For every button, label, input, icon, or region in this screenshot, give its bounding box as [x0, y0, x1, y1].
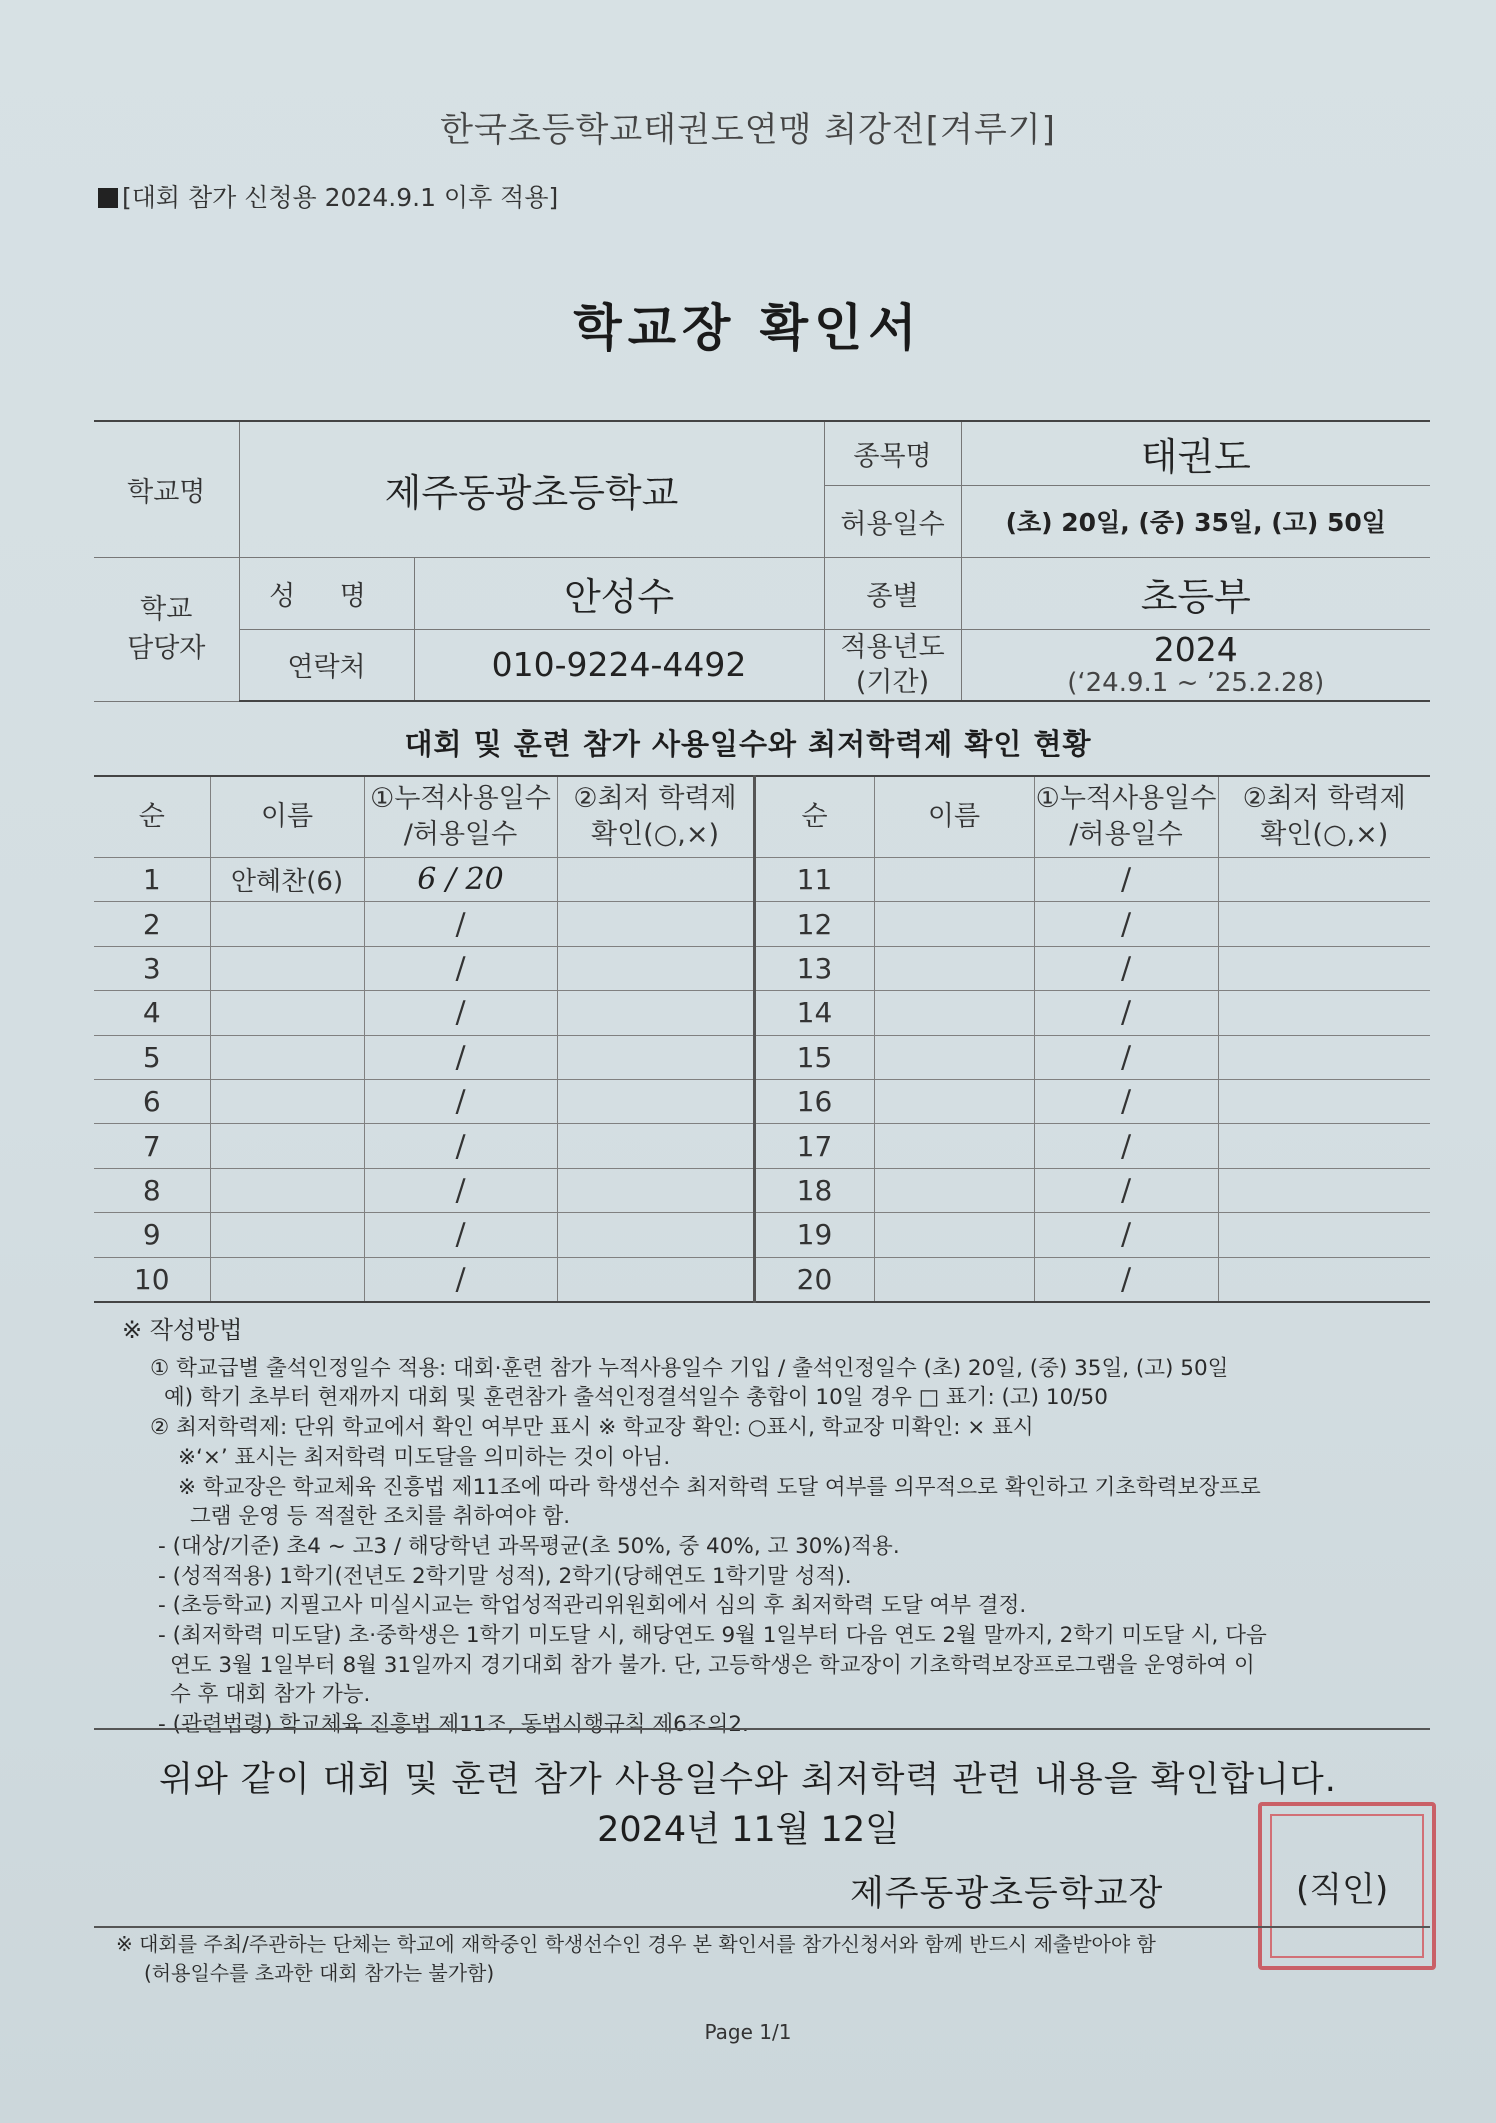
- method-line: ② 최저학력제: 단위 학교에서 확인 여부만 표시 ※ 학교장 확인: ○표시, 학교장 미확인: × 표시: [150, 1415, 1034, 1441]
- cell-name: [874, 946, 1034, 990]
- event-label: 종목명: [824, 421, 961, 485]
- allowed-label: 허용일수: [824, 485, 961, 557]
- name-value: 안성수: [414, 557, 824, 629]
- cell-usage: /: [364, 1035, 557, 1079]
- cell-check: [1218, 1124, 1430, 1168]
- section-title: 대회 및 훈련 참가 사용일수와 최저학력제 확인 현황: [404, 727, 1092, 761]
- cell-name: [210, 1213, 364, 1257]
- method-line: ※‘×’ 표시는 최저학력 미도달을 의미하는 것이 아님.: [178, 1444, 671, 1470]
- manager-label: 학교 담당자: [94, 557, 239, 701]
- cell-no: 9: [94, 1213, 210, 1257]
- cell-check: [1218, 1213, 1430, 1257]
- event-value: 태권도: [961, 421, 1430, 485]
- cell-name: 안혜찬(6): [210, 858, 364, 902]
- cell-no: 6: [94, 1079, 210, 1123]
- notice-text: [대회 참가 신청용 2024.9.1 이후 적용]: [122, 183, 559, 212]
- table-row: [94, 1168, 1430, 1212]
- cell-usage: /: [364, 1079, 557, 1123]
- cell-name: [874, 1124, 1034, 1168]
- cell-usage: /: [1034, 1257, 1218, 1302]
- cell-check: [557, 1213, 754, 1257]
- name-label: 성 명: [239, 557, 414, 629]
- cell-usage: /: [1034, 991, 1218, 1035]
- table-row: [94, 858, 1430, 902]
- principal-signature-line: 제주동광초등학교장: [850, 1874, 1164, 1914]
- method-line: 연도 3월 1일부터 8월 31일까지 경기대회 참가 불가. 단, 고등학생은 학교장이 기초학력보장프로그램을 운영하여 이: [170, 1652, 1255, 1678]
- table-row: [94, 1079, 1430, 1123]
- cell-no: 1: [94, 858, 210, 902]
- cell-no: 12: [754, 902, 874, 946]
- cell-usage: 6 / 20: [364, 858, 557, 902]
- cell-name: [210, 946, 364, 990]
- table-row: [94, 1257, 1430, 1302]
- cell-usage: /: [364, 1168, 557, 1212]
- cell-check: [557, 946, 754, 990]
- cell-no: 15: [754, 1035, 874, 1079]
- cell-no: 14: [754, 991, 874, 1035]
- cell-usage: /: [1034, 1213, 1218, 1257]
- cell-usage: /: [1034, 946, 1218, 990]
- table-row: [94, 1035, 1430, 1079]
- school-label: 학교명: [94, 421, 239, 557]
- cell-usage: /: [1034, 1124, 1218, 1168]
- cell-check: [1218, 1079, 1430, 1123]
- notice-line: [98, 178, 558, 214]
- table-row: [94, 946, 1430, 990]
- cell-no: 16: [754, 1079, 874, 1123]
- cell-name: [874, 1257, 1034, 1302]
- col-header-usage: ①누적사용일수 /허용일수: [1034, 776, 1218, 858]
- cell-no: 7: [94, 1124, 210, 1168]
- page-number: Page 1/1: [704, 2020, 792, 2044]
- method-heading: ※ 작성방법: [122, 1316, 243, 1344]
- cell-no: 13: [754, 946, 874, 990]
- cell-name: [210, 1168, 364, 1212]
- cell-usage: /: [1034, 858, 1218, 902]
- cell-usage: /: [364, 991, 557, 1035]
- cell-usage: /: [364, 946, 557, 990]
- table-row: [94, 991, 1430, 1035]
- cell-name: [210, 991, 364, 1035]
- cell-usage: /: [364, 1213, 557, 1257]
- method-line: ① 학교급별 출석인정일수 적용: 대회·훈련 참가 누적사용일수 기입 / 출석인정일수 (초) 20일, (중) 35일, (고) 50일: [150, 1355, 1229, 1381]
- cell-check: [557, 902, 754, 946]
- footnote-line: ※ 대회를 주최/주관하는 단체는 학교에 재학중인 학생선수인 경우 본 확인서를 참가신청서와 함께 반드시 제출받아야 함: [116, 1932, 1156, 1956]
- cell-check: [557, 1079, 754, 1123]
- cell-usage: /: [1034, 902, 1218, 946]
- method-line: 예) 학기 초부터 현재까지 대회 및 훈련참가 출석인정결석일수 총합이 10일 경우 □ 표기: (고) 10/50: [164, 1385, 1108, 1411]
- cell-usage: /: [364, 902, 557, 946]
- cell-no: 2: [94, 902, 210, 946]
- year-value: 2024: [1153, 629, 1238, 669]
- year-cell: [961, 629, 1430, 701]
- contact-label: 연락처: [239, 629, 414, 701]
- cell-check: [557, 1168, 754, 1212]
- col-header-usage: ①누적사용일수 /허용일수: [364, 776, 557, 858]
- col-header-name: 이름: [874, 776, 1034, 858]
- col-header-name: 이름: [210, 776, 364, 858]
- cell-name: [874, 858, 1034, 902]
- cell-name: [874, 1079, 1034, 1123]
- col-header-no: 순: [754, 776, 874, 858]
- cell-name: [210, 902, 364, 946]
- divider: [94, 1728, 1430, 1730]
- cell-usage: /: [1034, 1079, 1218, 1123]
- col-header-no: 순: [94, 776, 210, 858]
- cell-no: 11: [754, 858, 874, 902]
- roster-table: [94, 775, 1430, 1303]
- year-period: (‘24.9.1 ~ ’25.2.28): [1067, 667, 1325, 698]
- contact-value: 010-9224-4492: [414, 629, 824, 701]
- method-line: - (성적적용) 1학기(전년도 2학기말 성적), 2학기(당해연도 1학기말 성적).: [158, 1563, 852, 1589]
- document-title: 학교장 확인서: [573, 299, 923, 357]
- cell-check: [1218, 1035, 1430, 1079]
- cell-no: 18: [754, 1168, 874, 1212]
- method-line: - (관련법령) 학교체육 진흥법 제11조, 동법시행규칙 제6조의2.: [158, 1712, 749, 1738]
- table-row: [94, 902, 1430, 946]
- cell-no: 4: [94, 991, 210, 1035]
- cell-name: [874, 1168, 1034, 1212]
- league-header: 한국초등학교태권도연맹 최강전[겨루기]: [440, 110, 1056, 150]
- year-label: 적용년도 (기간): [824, 629, 961, 701]
- method-line: 수 후 대회 참가 가능.: [170, 1682, 371, 1708]
- cell-check: [557, 1035, 754, 1079]
- footnote: [116, 1930, 1406, 1988]
- cell-name: [210, 1035, 364, 1079]
- col-header-check: ②최저 학력제 확인(○,×): [1218, 776, 1430, 858]
- cell-check: [1218, 902, 1430, 946]
- method-line: 그램 운영 등 적절한 조치를 취하여야 함.: [190, 1504, 571, 1530]
- cell-name: [874, 991, 1034, 1035]
- table-row: [94, 1124, 1430, 1168]
- cell-no: 20: [754, 1257, 874, 1302]
- school-info-table: [94, 420, 1430, 702]
- cell-name: [210, 1257, 364, 1302]
- confirmation-statement: 위와 같이 대회 및 훈련 참가 사용일수와 최저학력 관련 내용을 확인합니다.: [159, 1760, 1337, 1800]
- divider: [94, 1926, 1430, 1928]
- table-row: [94, 1213, 1430, 1257]
- school-value: 제주동광초등학교: [239, 421, 824, 557]
- cell-usage: /: [364, 1257, 557, 1302]
- cell-check: [1218, 1257, 1430, 1302]
- cell-no: 3: [94, 946, 210, 990]
- method-line: - (대상/기준) 초4 ~ 고3 / 해당학년 과목평균(초 50%, 중 40%, 고 30%)적용.: [158, 1533, 900, 1559]
- cell-name: [874, 1213, 1034, 1257]
- cell-no: 17: [754, 1124, 874, 1168]
- footnote-line: (허용일수를 초과한 대회 참가는 불가함): [144, 1961, 495, 1985]
- method-line: ※ 학교장은 학교체육 진흥법 제11조에 따라 학생선수 최저학력 도달 여부를 의무적으로 확인하고 기초학력보장프로: [178, 1474, 1261, 1500]
- cell-no: 8: [94, 1168, 210, 1212]
- cell-usage: /: [1034, 1168, 1218, 1212]
- cell-usage: /: [364, 1124, 557, 1168]
- cell-name: [210, 1124, 364, 1168]
- division-value: 초등부: [961, 557, 1430, 629]
- cell-check: [557, 1257, 754, 1302]
- cell-name: [874, 902, 1034, 946]
- cell-check: [557, 1124, 754, 1168]
- cell-name: [874, 1035, 1034, 1079]
- square-bullet-icon: [98, 188, 118, 208]
- cell-check: [1218, 991, 1430, 1035]
- method-line: - (초등학교) 지필고사 미실시교는 학업성적관리위원회에서 심의 후 최저학력 도달 여부 결정.: [158, 1593, 1027, 1619]
- writing-method-notes: [122, 1316, 1352, 1740]
- cell-check: [1218, 1168, 1430, 1212]
- cell-no: 19: [754, 1213, 874, 1257]
- method-line: - (최저학력 미도달) 초·중학생은 1학기 미도달 시, 해당연도 9월 1일부터 다음 연도 2월 말까지, 2학기 미도달 시, 다음: [158, 1623, 1267, 1649]
- col-header-check: ②최저 학력제 확인(○,×): [557, 776, 754, 858]
- confirmation-date: 2024년 11월 12일: [597, 1810, 899, 1850]
- cell-name: [210, 1079, 364, 1123]
- cell-check: [1218, 946, 1430, 990]
- cell-no: 10: [94, 1257, 210, 1302]
- allowed-value: (초) 20일, (중) 35일, (고) 50일: [961, 485, 1430, 557]
- cell-check: [1218, 858, 1430, 902]
- cell-check: [557, 858, 754, 902]
- seal-mark-text: (직인): [1296, 1870, 1389, 1910]
- cell-usage: /: [1034, 1035, 1218, 1079]
- division-label: 종별: [824, 557, 961, 629]
- roster-body: [94, 858, 1430, 1302]
- cell-no: 5: [94, 1035, 210, 1079]
- cell-check: [557, 991, 754, 1035]
